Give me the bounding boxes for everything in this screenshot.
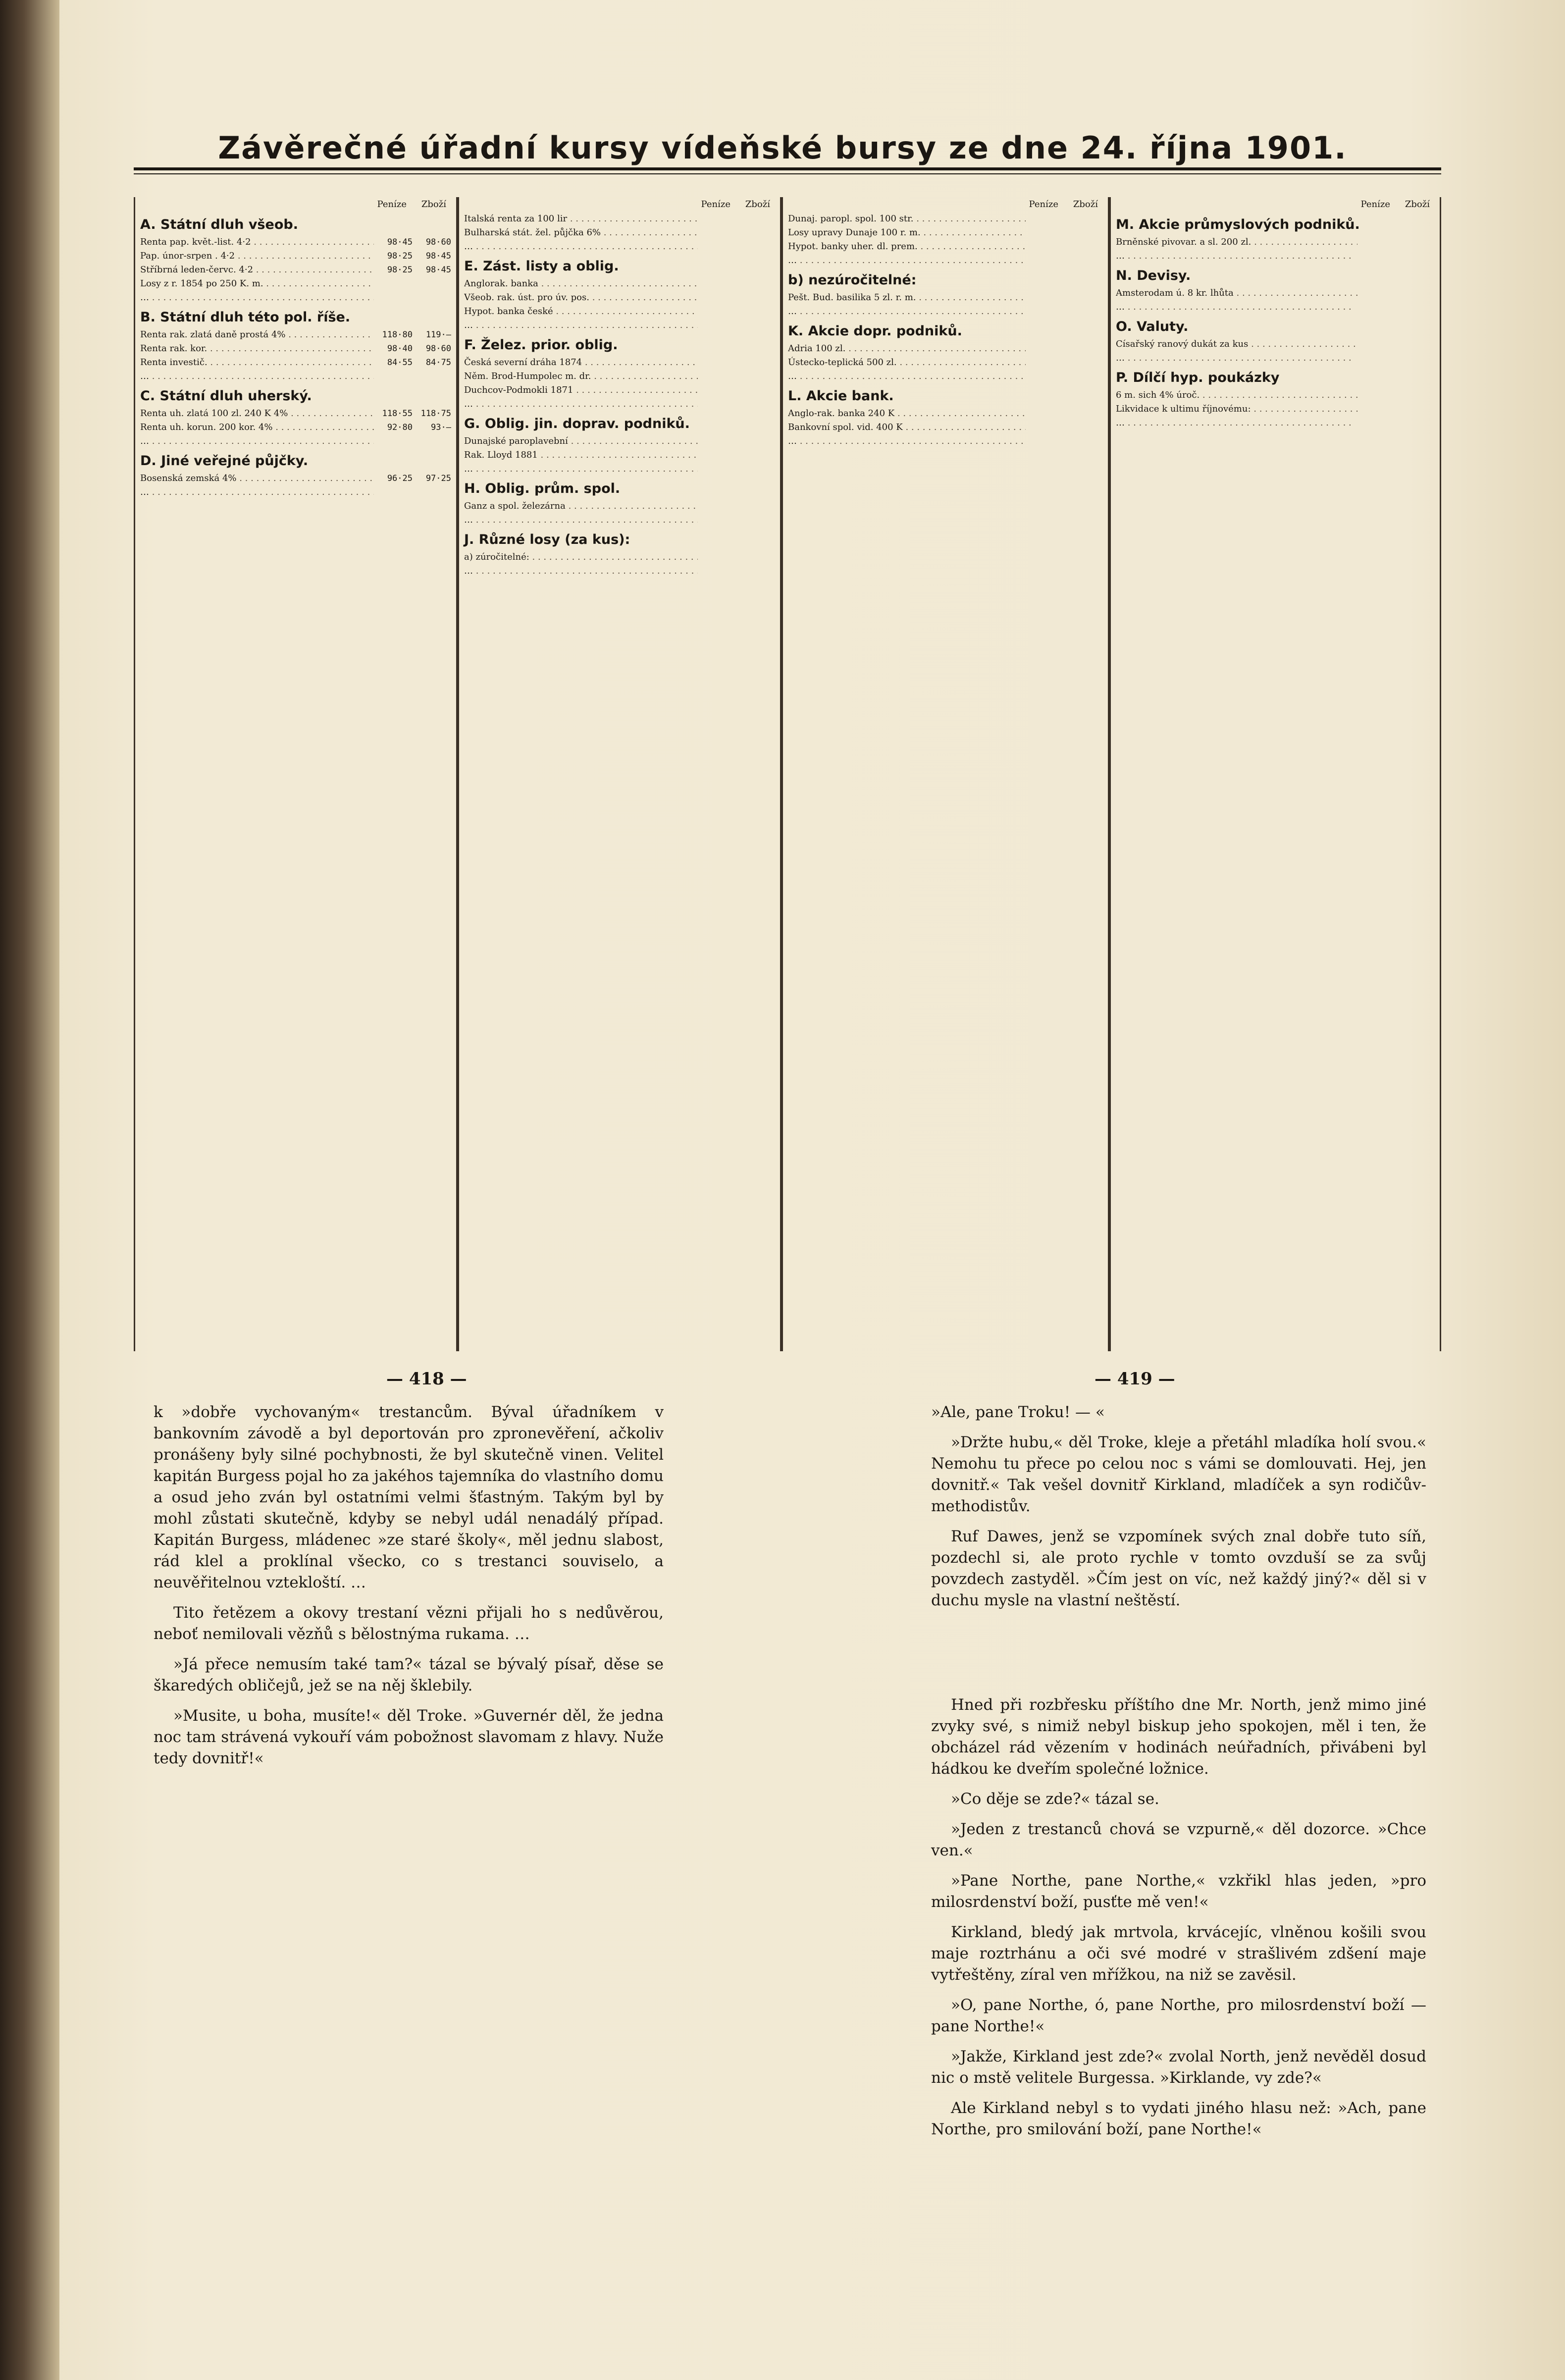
rate-row [1116,249,1435,263]
paragraph: »Pane Northe, pane Northe,« vzkřikl hlas jeden, »pro milosrdenství boží, pusťte mě ven!« [931,1872,1426,1911]
section-heading: E. Zást. listy a oblig. [464,259,619,274]
security-name: … . . . [788,434,1026,448]
rate-list [464,550,775,578]
rate-list [464,212,775,254]
security-name: … . . . [788,305,1026,318]
security-name: … . . . [464,397,698,411]
section-heading: O. Valuty. [1116,319,1189,334]
rate-list [788,291,1103,318]
security-name: Dunaj. paropl. spol. 100 str. . . . [788,212,1026,226]
sell-price: 98·45 [425,265,451,275]
section-heading: F. Želez. prior. oblig. [464,337,618,353]
security-name: Všeob. rak. úst. pro úv. pos. . . . [464,291,698,305]
sell-price: 98·45 [425,251,451,261]
rate-row [1116,286,1435,300]
security-name: … . . . [464,462,698,476]
buy-price: 98·25 [387,251,413,261]
security-name: Pešt. Bud. basilika 5 zl. r. m. . . . [788,291,1026,305]
security-name: Brněnské pivovar. a sl. 200 zl. . . . [1116,235,1357,249]
rate-row [464,277,775,291]
rate-row [464,513,775,527]
rate-list [1116,286,1435,314]
rate-row [140,328,451,342]
column-header [135,197,456,212]
rate-row [140,485,451,499]
security-name: Renta rak. zlatá daně prostá 4% . . . [140,328,374,342]
rate-row [140,370,451,383]
paragraph: »O, pane Northe, ó, pane Northe, pro milosrdenství boží — pane Northe!« [931,1996,1426,2035]
sell-header: Zboží [421,199,446,210]
security-name: … . . . [140,291,374,305]
rate-row [464,226,775,240]
page-number-right: — 419 — [1095,1369,1175,1389]
rate-row [1116,351,1435,365]
rate-row [140,277,451,291]
rate-row [140,434,451,448]
rate-row [1116,402,1435,416]
buy-price: 118·80 [382,330,413,340]
rate-row [464,240,775,254]
rate-row [140,356,451,370]
sell-price: 118·75 [420,409,451,419]
rate-row [464,564,775,578]
paragraph: »Jeden z trestanců chová se vzpurně,« děl dozorce. »Chce ven.« [931,1820,1426,1859]
security-name: 6 m. sich 4% úroč. . . . [1116,388,1357,402]
security-name: Bosenská zemská 4% . . . [140,472,374,485]
security-name: Adria 100 zl. . . . [788,342,1026,356]
section-heading: G. Oblig. jin. doprav. podniků. [464,416,690,431]
rate-row [1116,300,1435,314]
rate-row [140,249,451,263]
rate-row [464,434,775,448]
rate-row [464,397,775,411]
rate-row [788,434,1103,448]
sell-price: 98·60 [425,237,451,247]
rate-row [788,226,1103,240]
security-name: a) zúročitelné: . . . [464,550,698,564]
paragraph: »Jakže, Kirkland jest zde?« zvolal North, jenž nevěděl dosud nic o mstě velitele Burgessa. »Kirklande, vy zde?« [931,2048,1426,2087]
rate-list [464,434,775,476]
buy-header: Peníze [377,199,407,210]
rate-row [464,356,775,370]
section-heading: C. Státní dluh uherský. [140,388,312,404]
paragraph: »Já přece nemusím také tam?« tázal se bývalý písař, děse se škaredých obličejů, jež se na něj šklebily. [154,1655,664,1694]
security-name: Hypot. banky uher. dl. prem. . . . [788,240,1026,254]
sell-price: 84·75 [425,358,451,368]
rate-list [1116,337,1435,365]
exchange-column-2 [458,197,782,1351]
prose-column-left [154,1402,664,1778]
sell-price: 119·— [425,330,451,340]
buy-price: 98·40 [387,344,413,354]
security-name: … . . . [140,485,374,499]
rate-row [464,448,775,462]
security-name: Císařský ranový dukát za kus . . . [1116,337,1357,351]
security-name: Losy upravy Dunaje 100 r. m. . . . [788,226,1026,240]
rate-row [788,254,1103,267]
security-name: Ústecko-teplická 500 zl. . . . [788,356,1026,370]
exchange-column-1 [134,197,458,1351]
security-name: … . . . [788,254,1026,267]
rate-row [464,550,775,564]
security-name: … . . . [1116,416,1357,430]
rate-row [788,356,1103,370]
paragraph: »Držte hubu,« děl Troke, kleje a přetáhl mladíka holí svou.« Nemohu tu přece po celou noc s vámi se domlouvati. Hej, jen dovnitř.« Tak vešel dovnitř Kirkland, mladíček a syn rodičův-methodistův. [931,1433,1426,1515]
page-title: Závěrečné úřadní kursy vídeňské bursy ze dne 24. října 1901. [218,130,1347,166]
section-heading: J. Různé losy (za kus): [464,532,630,547]
paragraph: »Ale, pane Troku! — « [931,1403,1105,1421]
rate-row [464,305,775,318]
sell-price: 93·— [431,423,451,432]
rate-row [464,212,775,226]
security-name: Renta investič. . . . [140,356,374,370]
paragraph-gap [931,1620,1426,1694]
security-name: … . . . [140,370,374,383]
security-name: Anglorak. banka . . . [464,277,698,291]
buy-price: 98·45 [387,237,413,247]
rate-list [140,328,451,383]
rate-row [140,407,451,421]
paragraph: Ruf Dawes, jenž se vzpomínek svých znal dobře tuto síň, pozdechl si, ale proto rychle v tomto ovzduší se za svůj povzdech zastyděl. »Čím jest on víc, než každý jiný?« děl si v duchu mysle na vlastní neštěstí. [931,1528,1426,1609]
section-heading: B. Státní dluh této pol. říše. [140,310,351,325]
rate-list [140,407,451,448]
paragraph: Ale Kirkland nebyl s to vydati jiného hlasu než: »Ach, pane Northe, pro smilování boží, pane Northe!« [931,2099,1426,2138]
rate-row [140,472,451,485]
column-header [783,197,1108,212]
rate-row [464,318,775,332]
security-name: Dunajské paroplavební . . . [464,434,698,448]
security-name: Renta rak. kor. . . . [140,342,374,356]
buy-price: 84·55 [387,358,413,368]
section-heading: K. Akcie dopr. podniků. [788,323,962,339]
security-name: … . . . [1116,300,1357,314]
sell-header: Zboží [1073,199,1098,210]
exchange-column-4 [1109,197,1441,1351]
security-name: Hypot. banka české . . . [464,305,698,318]
rate-list [140,472,451,499]
sell-header: Zboží [1405,199,1430,210]
buy-header: Peníze [1360,199,1390,210]
rate-row [464,291,775,305]
buy-price: 118·55 [382,409,413,419]
paragraph: Kirkland, bledý jak mrtvola, krvácejíc, vlněnou košili svou maje roztrhánu a oči své modré v strašlivém zdšení maje vytřeštěny, zíral ven mřížkou, na niž se zavěsil. [931,1923,1426,1984]
rate-row [140,291,451,305]
security-name: Losy z r. 1854 po 250 K. m. . . . [140,277,374,291]
security-name: Duchcov-Podmokli 1871 . . . [464,383,698,397]
security-name: Stříbrná leden-červc. 4·2 . . . [140,263,374,277]
security-name: Rak. Lloyd 1881 . . . [464,448,698,462]
security-name: Renta uh. korun. 200 kor. 4% . . . [140,421,374,434]
rate-list [788,342,1103,383]
paragraph: Hned při rozbřesku příštího dne Mr. North, jenž mimo jiné zvyky své, s nimiž nebyl biskup jeho spokojen, měl i ten, že obcházel rád vězením v hodinách neúřadních, přivábeni byl hádkou ke dveřím společné ložnice. [931,1696,1426,1778]
sell-header: Zboží [745,199,770,210]
security-name: Anglo-rak. banka 240 K . . . [788,407,1026,421]
security-name: … . . . [464,564,698,578]
rate-list [464,277,775,332]
rate-row [464,370,775,383]
paragraph: k »dobře vychovaným« trestancům. Býval úřadníkem v bankovním závodě a byl deportován pro zpronevěření, ačkoliv pronášeny byly silné pochybnosti, že byl skutečně vinen. Velitel kapitán Burgess pojal ho za jakéhos tajemníka do vlastního domu a osud jeho zván byl ostatními velmi šťastným. Takým byl by mohl zůstati skutečně, kdyby se nebyl udál nenadálý případ. Kapitán Burgess, mládenec »ze staré školy«, měl jednu slabost, rád klel a proklínal všecko, co s trestanci souviselo, a neuvěřitelnou vztekloští. … [154,1403,664,1591]
security-name: Amsterodam ú. 8 kr. lhůta . . . [1116,286,1357,300]
rate-row [464,499,775,513]
section-heading: L. Akcie bank. [788,388,894,404]
section-heading: A. Státní dluh všeob. [140,217,298,232]
security-name: Likvidace k ultimu říjnovému: . . . [1116,402,1357,416]
rate-list [788,212,1103,267]
security-name: … . . . [1116,351,1357,365]
section-heading: H. Oblig. prům. spol. [464,481,621,496]
sell-price: 97·25 [425,474,451,483]
buy-price: 98·25 [387,265,413,275]
rate-row [1116,416,1435,430]
rate-row [1116,388,1435,402]
section-heading: M. Akcie průmyslových podniků. [1116,217,1360,232]
rate-row [788,342,1103,356]
buy-header: Peníze [1029,199,1058,210]
security-name: … . . . [464,318,698,332]
security-name: Renta pap. květ.-list. 4·2 . . . [140,235,374,249]
rate-row [464,383,775,397]
rate-list [464,356,775,411]
section-heading: N. Devisy. [1116,268,1191,283]
rate-list [1116,235,1435,263]
security-name: Renta uh. zlatá 100 zl. 240 K 4% . . . [140,407,374,421]
security-name: … . . . [464,240,698,254]
page-number-left: — 418 — [386,1369,467,1389]
security-name: Ganz a spol. železárna . . . [464,499,698,513]
security-name: Něm. Brod-Humpolec m. dr. . . . [464,370,698,383]
security-name: Bankovní spol. vid. 400 K . . . [788,421,1026,434]
prose-column-right [931,1402,1426,2149]
exchange-column-3 [782,197,1109,1351]
rate-row [1116,337,1435,351]
security-name: Pap. únor-srpen . 4·2 . . . [140,249,374,263]
column-header [1111,197,1440,212]
rate-row [788,212,1103,226]
buy-price: 96·25 [387,474,413,483]
security-name: … . . . [1116,249,1357,263]
binding-spine [0,0,59,2380]
section-heading: D. Jiné veřejné půjčky. [140,453,309,469]
rate-row [1116,235,1435,249]
rate-row [140,421,451,434]
rate-row [788,291,1103,305]
sell-price: 98·60 [425,344,451,354]
paragraph: »Musite, u boha, musíte!« děl Troke. »Guvernér děl, že jedna noc tam strávená vykouří vám pobožnost slavomam z hlavy. Nuže tedy dovnitř!« [154,1707,664,1767]
rate-row [788,407,1103,421]
buy-header: Peníze [701,199,730,210]
rate-list [464,499,775,527]
rate-row [140,263,451,277]
security-name: … . . . [788,370,1026,383]
rate-row [788,240,1103,254]
paragraph: »Co děje se zde?« tázal se. [951,1790,1159,1808]
column-header [459,197,780,212]
security-name: Italská renta za 100 lir . . . [464,212,698,226]
rate-row [140,235,451,249]
rate-list [1116,388,1435,430]
paragraph: Tito řetězem a okovy trestaní vězni přijali ho s nedůvěrou, neboť nemilovali vězňů s bělostnýma rukama. … [154,1604,664,1643]
buy-price: 92·80 [387,423,413,432]
title-rule [134,167,1441,170]
rate-row [464,462,775,476]
rate-row [788,305,1103,318]
rate-list [788,407,1103,448]
security-name: … . . . [140,434,374,448]
security-name: … . . . [464,513,698,527]
security-name: Česká severní dráha 1874 . . . [464,356,698,370]
security-name: Bulharská stát. žel. půjčka 6% . . . [464,226,698,240]
section-heading: b) nezúročitelné: [788,272,917,288]
rate-row [140,342,451,356]
section-heading: P. Dílčí hyp. poukázky [1116,370,1280,385]
rate-row [788,421,1103,434]
title-rule-thin [134,173,1441,174]
rate-row [788,370,1103,383]
rate-list [140,235,451,305]
